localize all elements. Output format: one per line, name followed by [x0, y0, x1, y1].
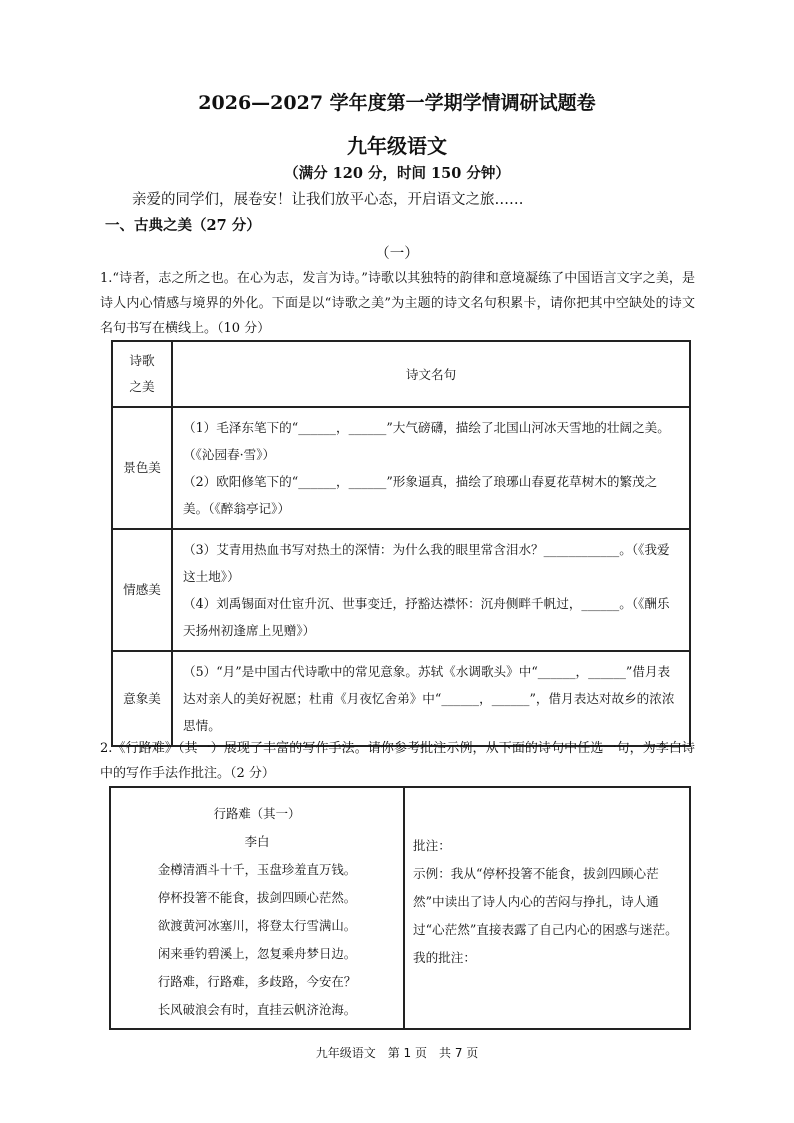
table-header-content: 诗文名句: [172, 341, 690, 407]
row-content: [172, 651, 690, 746]
table-header-category: [112, 341, 172, 407]
header-category-line-2: 之美: [129, 379, 155, 394]
poetry-card-table: [111, 340, 691, 747]
row-category: 景色美: [112, 407, 172, 529]
poem-author: 李白: [244, 834, 270, 849]
poem-line: 长风破浪会有时，直挂云帆济沧海。: [157, 1002, 357, 1017]
annotation-cell: [404, 787, 690, 1029]
poem-line: 行路难，行路难，多歧路，今安在？: [157, 974, 357, 989]
exam-info: （满分 120 分，时间 150 分钟）: [284, 165, 510, 182]
fill-blank-item: （3）艾青用热血书写对热土的深情：为什么我的眼里常含泪水？____________。（《我爱这土地》）: [183, 542, 670, 584]
annotation-example: 示例：我从“停杯投箸不能食，拔剑四顾心茫然”中读出了诗人内心的苦闷与挣扎，诗人通过“心茫然”直接表露了自己内心的困惑与迷茫。: [413, 866, 678, 937]
exam-title: 2026—2027 学年度第一学期学情调研试题卷: [198, 92, 596, 114]
poem-title: 行路难（其一）: [213, 806, 301, 821]
row-category: 情感美: [112, 529, 172, 651]
exam-subtitle: 九年级语文: [347, 134, 447, 158]
my-annotation-label: 我的批注：: [413, 950, 476, 965]
fill-blank-item: （4）刘禹锡面对仕宦升沉、世事变迁，抒豁达襟怀：沉舟侧畔千帆过，______。（《酬乐天扬州初逢席上见赠》）: [183, 596, 670, 638]
question-1-prompt: 1.“诗者，志之所之也。在心为志，发言为诗。”诗歌以其独特的韵律和意境凝练了中国语言文字之美，是诗人内心情感与境界的外化。下面是以“诗歌之美”为主题的诗文名句积累卡，请你把其中空缺处的诗文名句书写在横线上。（10 分）: [100, 271, 695, 336]
fill-blank-item: （2）欧阳修笔下的“______，______”形象逼真，描绘了琅琊山春夏花草树木的繁茂之美。（《醉翁亭记》）: [183, 474, 658, 516]
annotation-label: 批注：: [413, 838, 451, 853]
part-label: （一）: [375, 246, 419, 262]
poem-line: 金樽清酒斗十千，玉盘珍羞直万钱。: [157, 862, 357, 877]
row-category: 意象美: [112, 651, 172, 746]
page-footer: 九年级语文 第 1 页 共 7 页: [315, 1046, 479, 1060]
section-heading: 一、古典之美（27 分）: [105, 217, 261, 234]
poem-line: 停杯投箸不能食，拔剑四顾心茫然。: [157, 890, 357, 905]
poem-line: 闲来垂钓碧溪上，忽复乘舟梦日边。: [157, 946, 357, 961]
row-content: [172, 529, 690, 651]
row-content: [172, 407, 690, 529]
header-category-line-1: 诗歌: [129, 353, 155, 368]
question-2-prompt: 2.《行路难》（其一）展现了丰富的写作手法。请你参考批注示例，从下面的诗句中任选一句，为李白诗中的写作手法作批注。（2 分）: [100, 741, 695, 781]
poem-annotation-table: [109, 786, 691, 1030]
poem-cell: [110, 787, 404, 1029]
fill-blank-item: （5）“月”是中国古代诗歌中的常见意象。苏轼《水调歌头》中“______，______”借月表达对亲人的美好祝愿；杜甫《月夜忆舍弟》中“______，______”，借月表达对故乡的浓浓思情。: [183, 664, 675, 733]
greeting: 亲爱的同学们，展卷安！让我们放平心态，开启语文之旅……: [132, 192, 524, 208]
fill-blank-item: （1）毛泽东笔下的“______，______”大气磅礴，描绘了北国山河冰天雪地的壮阔之美。（《沁园春·雪》）: [183, 420, 670, 462]
poem-line: 欲渡黄河冰塞川，将登太行雪满山。: [157, 918, 357, 933]
